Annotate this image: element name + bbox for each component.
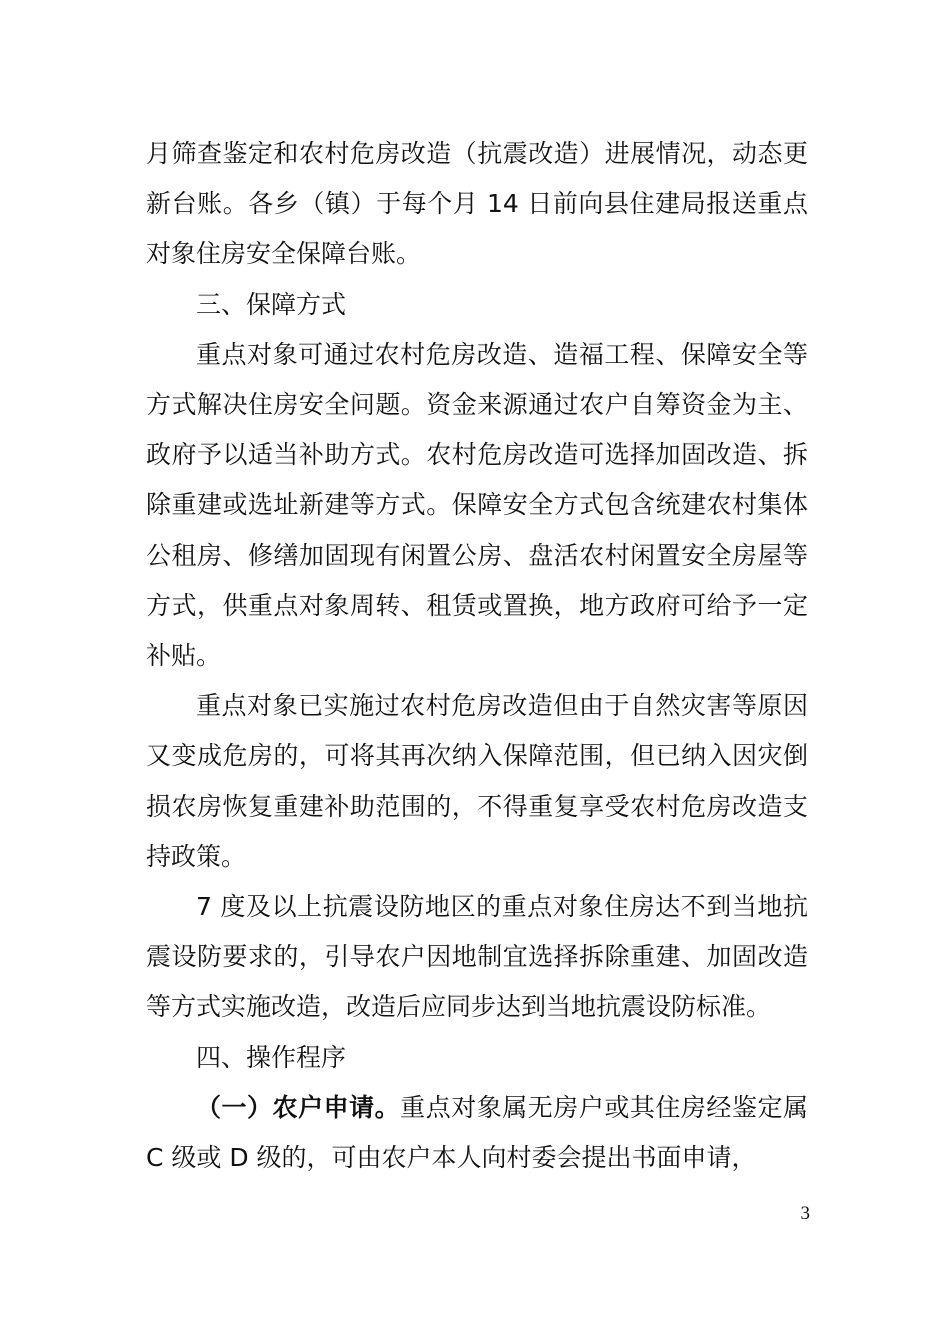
- section-heading-procedure: 四、操作程序: [196, 1042, 347, 1072]
- document-body: [146, 129, 808, 1183]
- subheading-farmer-application: （一）农户申请。: [196, 1092, 401, 1122]
- paragraph-continuation: 月筛查鉴定和农村危房改造（抗震改造）进展情况，动态更新台账。各乡（镇）于每个月 14 日前向县住建局报送重点对象住房安全保障台账。: [146, 139, 808, 269]
- paragraph-disaster-rebuild: 重点对象已实施过农村危房改造但由于自然灾害等原因又变成危房的，可将其再次纳入保障范围，但已纳入因灾倒损农房恢复重建补助范围的，不得重复享受农村危房改造支持政策。: [146, 691, 808, 871]
- paragraph-seismic-standard: 7 度及以上抗震设防地区的重点对象住房达不到当地抗震设防要求的，引导农户因地制宜选择拆除重建、加固改造等方式实施改造，改造后应同步达到当地抗震设防标准。: [146, 892, 808, 1022]
- paragraph-guarantee-methods: 重点对象可通过农村危房改造、造福工程、保障安全等方式解决住房安全问题。资金来源通过农户自筹资金为主、政府予以适当补助方式。农村危房改造可选择加固改造、拆除重建或选址新建等方式。保障安全方式包含统建农村集体公租房、修缮加固现有闲置公房、盘活农村闲置安全房屋等方式，供重点对象周转、租赁或置换，地方政府可给予一定补贴。: [146, 339, 808, 671]
- section-heading-guarantee-methods: 三、保障方式: [196, 289, 347, 319]
- farmer-application-text: 重点对象属无房户或其住房经鉴定属 C 级或 D 级的，可由农户本人向村委会提出书面申请，: [146, 1092, 808, 1173]
- page-number: 3: [800, 1203, 810, 1224]
- paragraph-farmer-application: [146, 1083, 808, 1183]
